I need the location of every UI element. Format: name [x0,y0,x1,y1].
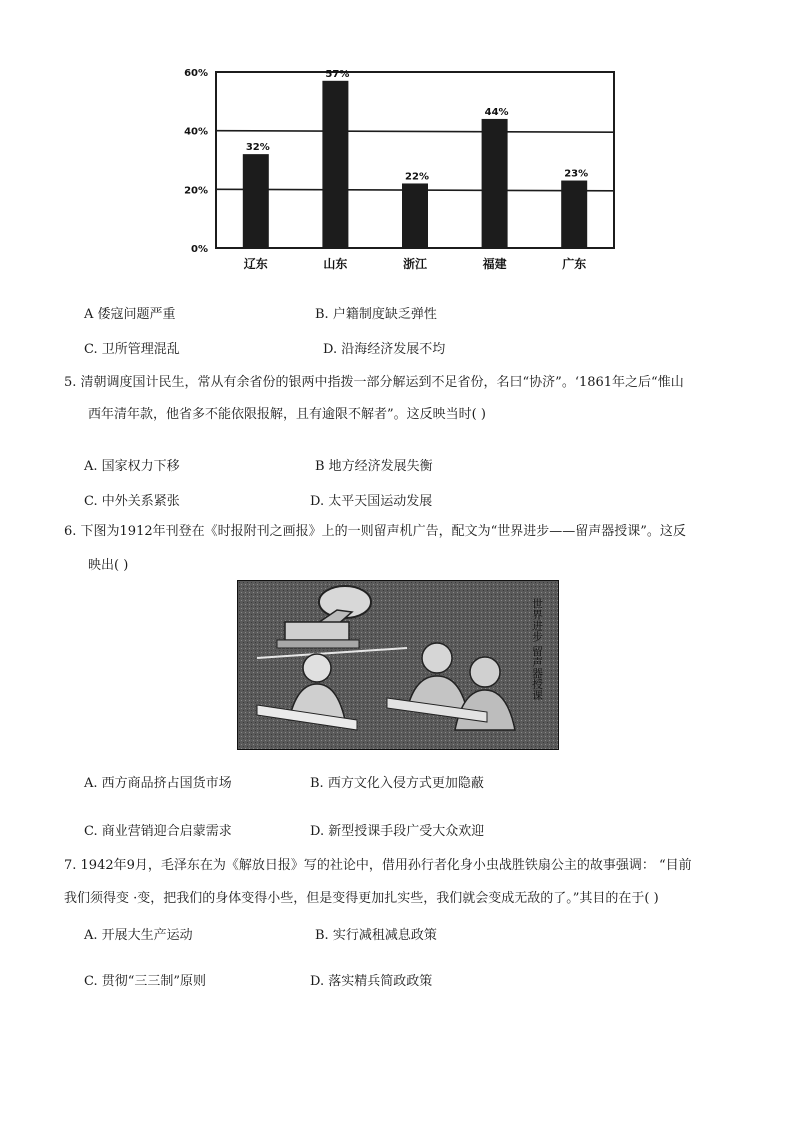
q7-option-b[interactable]: B. 实行减租减息政策 [315,928,437,943]
y-tick-label: 20% [184,185,208,197]
bar-value-label: 57% [325,68,350,80]
gridline [216,131,614,133]
q5-option-d[interactable]: D. 太平天国运动发展 [310,494,433,509]
q6-stem-line2: 映出( ) [88,558,129,573]
phonograph-advertisement-image [237,580,559,750]
q5-option-b[interactable]: B 地方经济发展失衡 [315,459,433,474]
q6-stem-line1: 6. 下图为1912年刊登在《时报附刊之画报》上的一则留声机广告，配文为“世界进步——留声器授课”。这反 [64,524,686,539]
bar-value-label: 22% [405,171,429,183]
q7-option-c[interactable]: C. 贯彻“三三制”原则 [84,974,207,989]
bar [322,81,348,248]
q4-option-b[interactable]: B. 户籍制度缺乏弹性 [315,307,437,322]
illustration-caption: 世界进步 留声器授课 [530,598,544,701]
q6-option-b[interactable]: B. 西方文化入侵方式更加隐蔽 [310,776,484,791]
bar-value-label: 32% [245,142,270,154]
q4-option-a[interactable]: A 倭寇问题严重 [84,307,176,322]
q6-option-c[interactable]: C. 商业营销迎合启蒙需求 [84,824,232,839]
bar-chart-svg [178,62,628,272]
q5-stem-line1: 5. 清朝调度国计民生，常从有余省份的银两中指拨一部分解运到不足省份，名曰“协济”。‘1861年之后“惟山 [64,375,684,390]
q6-option-d[interactable]: D. 新型授课手段广受大众欢迎 [310,824,485,839]
bar [402,183,428,248]
x-tick-label: 辽东 [243,257,268,271]
x-tick-label: 广东 [562,257,587,271]
bar [482,119,508,248]
q6-option-a[interactable]: A. 西方商品挤占国货市场 [84,776,232,791]
bar-value-label: 23% [564,168,589,180]
q5-stem-line2: 西年清年款，他省多不能依限报解，且有逾限不解者”。这反映当时( ) [88,407,486,422]
q7-option-a[interactable]: A. 开展大生产运动 [84,928,193,943]
q5-option-c[interactable]: C. 中外关系紧张 [84,494,180,509]
bar [243,154,269,248]
x-tick-label: 浙江 [402,257,428,271]
y-tick-label: 40% [184,126,208,138]
x-tick-label: 福建 [482,257,507,271]
q7-stem-line2: 我们须得变 ·变，把我们的身体变得小些，但是变得更加扎实些，我们就会变成无敌的了。”其目的在于( ) [64,891,659,906]
bar-chart [178,62,628,272]
x-tick-label: 山东 [323,257,348,271]
q4-option-d[interactable]: D. 沿海经济发展不均 [323,342,446,357]
y-tick-label: 0% [191,244,208,255]
bar-value-label: 44% [484,106,509,118]
q4-option-c[interactable]: C. 卫所管理混乱 [84,342,180,357]
y-tick-label: 60% [184,68,208,79]
advertisement-illustration [237,580,559,750]
q7-option-d[interactable]: D. 落实精兵简政政策 [310,974,433,989]
q7-stem-line1: 7. 1942年9月，毛泽东在为《解放日报》写的社论中，借用孙行者化身小虫战胜铁扇公主的故事强调： “目前 [64,858,692,873]
q5-option-a[interactable]: A. 国家权力下移 [84,459,180,474]
bar [561,181,587,248]
